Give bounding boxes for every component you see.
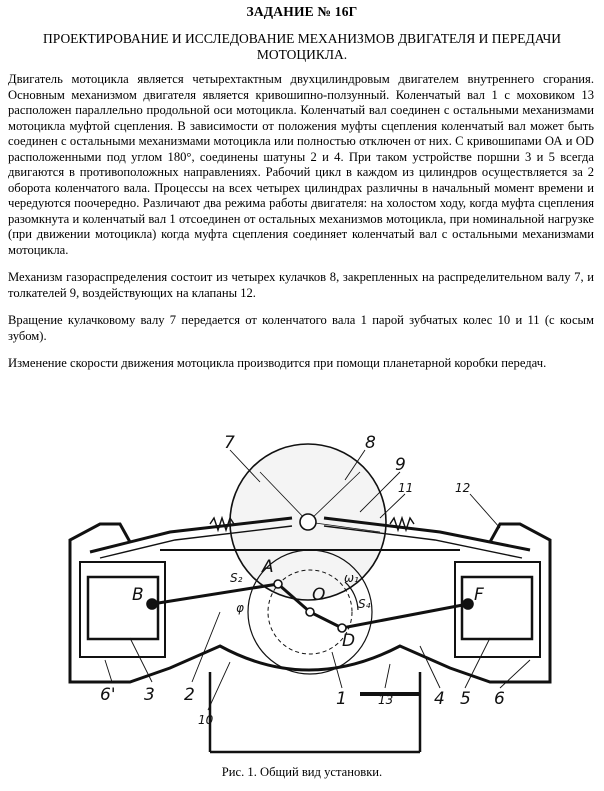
document-title: ПРОЕКТИРОВАНИЕ И ИССЛЕДОВАНИЕ МЕХАНИЗМОВ ДВИГАТЕЛЯ И ПЕРЕДАЧИ МОТОЦИКЛА. bbox=[43, 31, 561, 62]
paragraph-gearbox: Изменение скорости движения мотоцикла производится при помощи планетарной коробки передач. bbox=[8, 356, 547, 370]
label-6: 6 bbox=[494, 689, 505, 709]
label-6prime: 6' bbox=[100, 685, 116, 705]
label-8: 8 bbox=[365, 433, 376, 453]
label-F: F bbox=[474, 585, 484, 605]
piston-3 bbox=[88, 577, 158, 639]
connecting-rod-2 bbox=[152, 584, 278, 604]
label-4: 4 bbox=[434, 689, 445, 709]
paragraph-engine-description: Двигатель мотоцикла является четырехтактным двухцилиндровым двигателем внутреннего сгорания. Основным механизмом двигателя является кривошипно-ползунный. Коленчатый вал 1 с моховиком 13 расположен параллельно продольной оси мотоцикла. Коленчатый вал соединен с остальными механизмами мотоцикла муфтой сцепления. В зависимости от положения муфты сцепления коленчатый вал может быть соединен с остальными механизмами мотоцикла или полностью отключен от них. С кривошипами ОА и OD расположенными под углом 180°, соединены шатуны 2 и 4. При таком устройстве поршни 3 и 5 всегда двигаются в противоположных направлениях. Рабочий цикл в каждом из цилиндров осуществляется за 2 оборота коленчатого вала. Процессы на всех четырех цилиндрах различны в начальный момент времени и чередуются поочередно. Различают два режима работы двигателя: на холостом ходу, когда муфта сцепления разомкнута и коленчатый вал 1 отсоединен от остальных механизмов мотоцикла, при номинальной нагрузке (при движении мотоцикла) когда муфта сцепления соединяет коленчатый вал с остальными механизмами мотоцикла. bbox=[8, 72, 594, 257]
body-text bbox=[8, 72, 594, 384]
label-3: 3 bbox=[144, 685, 155, 705]
paragraph-gas-distribution: Механизм газораспределения состоит из четырех кулачков 8, закрепленных на распределительном валу 7, и толкателей 9, воздействующих на клапаны 12. bbox=[8, 270, 594, 300]
label-D: D bbox=[342, 631, 356, 651]
label-13: 13 bbox=[378, 693, 394, 707]
label-S2: S₂ bbox=[230, 571, 243, 585]
figure-caption: Рис. 1. Общий вид установки. bbox=[221, 765, 383, 779]
label-S4: S₄ bbox=[358, 597, 371, 611]
label-O: O bbox=[312, 585, 326, 605]
label-2: 2 bbox=[184, 685, 195, 705]
label-5: 5 bbox=[460, 689, 471, 709]
label-9: 9 bbox=[395, 455, 406, 475]
label-12: 12 bbox=[455, 481, 471, 495]
label-11: 11 bbox=[398, 481, 414, 495]
engine-diagram bbox=[60, 432, 560, 762]
label-omega: ω₁ bbox=[344, 571, 359, 585]
label-B: B bbox=[132, 585, 144, 605]
paragraph-camshaft-drive: Вращение кулачковому валу 7 передается от коленчатого вала 1 парой зубчатых колес 10 и 11 (с косым зубом). bbox=[8, 313, 594, 343]
label-1: 1 bbox=[336, 689, 347, 709]
task-title: ЗАДАНИЕ № 16Г bbox=[246, 4, 358, 19]
label-10: 10 bbox=[198, 713, 214, 727]
label-7: 7 bbox=[224, 433, 235, 453]
piston-5 bbox=[462, 577, 532, 639]
label-phi: φ bbox=[236, 601, 244, 615]
label-A: A bbox=[262, 557, 274, 577]
